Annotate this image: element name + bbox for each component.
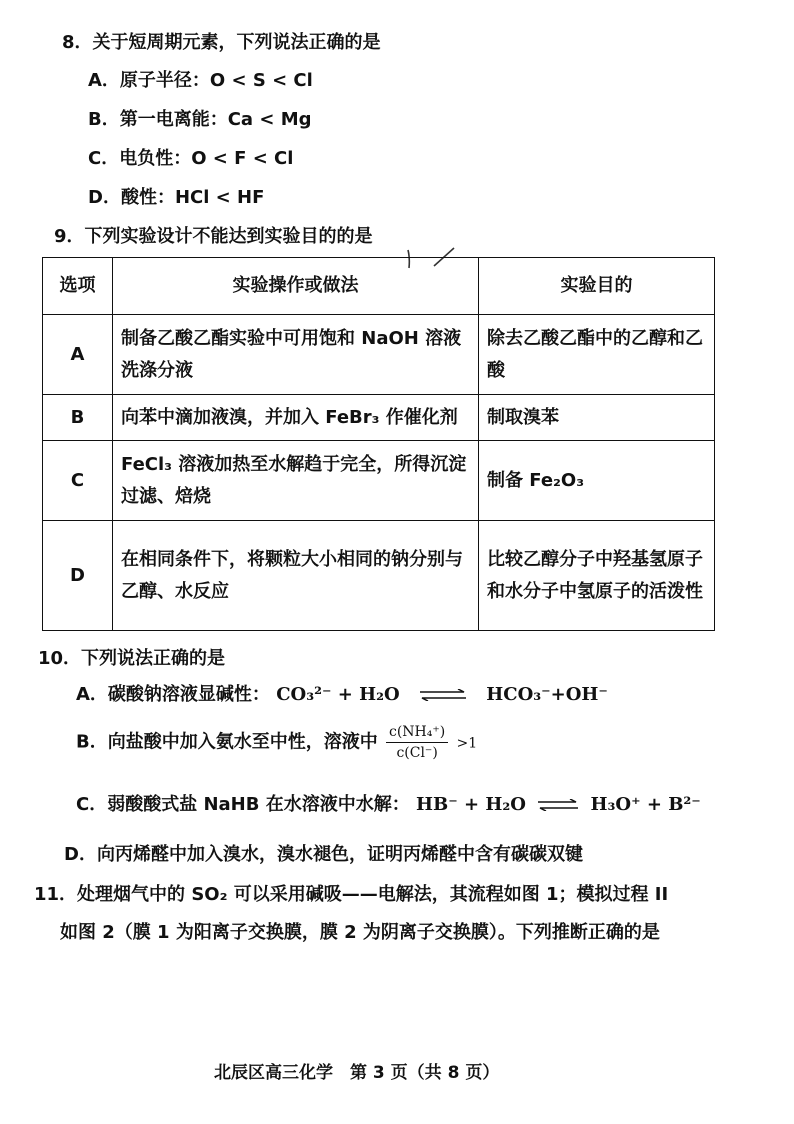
row-operation: 在相同条件下，将颗粒大小相同的钠分别与乙醇、水反应: [113, 521, 479, 631]
q11-line1: 11．处理烟气中的 SO₂ 可以采用碱吸——电解法，其流程如图 1；模拟过程 II: [34, 884, 669, 905]
q8-stem: 8．关于短周期元素，下列说法正确的是: [62, 32, 381, 53]
fraction-denominator: c(Cl⁻): [396, 745, 438, 761]
table-header-row: [43, 258, 715, 315]
q8-option-c: C．电负性：O < F < Cl: [88, 148, 294, 169]
row-aim: 制备 Fe₂O₃: [479, 441, 715, 521]
row-key: A: [43, 315, 113, 395]
row-key: C: [43, 441, 113, 521]
row-operation: 制备乙酸乙酯实验中可用饱和 NaOH 溶液洗涤分液: [113, 315, 479, 395]
row-aim: 制取溴苯: [479, 395, 715, 441]
header-operation: 实验操作或做法: [113, 258, 479, 315]
row-key: D: [43, 521, 113, 631]
q9-stem: 9．下列实验设计不能达到实验目的的是: [54, 226, 373, 247]
q8-option-d: D．酸性：HCl < HF: [88, 187, 265, 208]
q10-a-text: A．碳酸钠溶液显碱性：: [76, 684, 270, 705]
q10-option-b: [76, 722, 477, 763]
table-row: [43, 315, 715, 395]
q10-b-text: B．向盐酸中加入氨水至中性，溶液中: [76, 731, 378, 753]
equilibrium-arrow-icon: [536, 799, 580, 811]
q11-line2: 如图 2（膜 1 为阳离子交换膜，膜 2 为阴离子交换膜）。下列推断正确的是: [60, 922, 660, 943]
row-operation: 向苯中滴加液溴，并加入 FeBr₃ 作催化剂: [113, 395, 479, 441]
q10-c-right: H₃O⁺ + B²⁻: [590, 794, 701, 815]
row-aim: 除去乙酸乙酯中的乙醇和乙酸: [479, 315, 715, 395]
experiment-table: [42, 257, 715, 631]
q10-c-text: C．弱酸酸式盐 NaHB 在水溶液中水解：: [76, 794, 410, 815]
table-row: [43, 441, 715, 521]
header-aim: 实验目的: [479, 258, 715, 315]
q8-option-a: A．原子半径：O < S < Cl: [88, 70, 313, 91]
q10-stem: 10．下列说法正确的是: [38, 648, 226, 669]
table-row: [43, 521, 715, 631]
fraction-numerator: c(NH₄⁺): [386, 722, 448, 743]
q10-option-a: [76, 680, 608, 706]
equilibrium-arrow-icon: [418, 689, 468, 701]
header-option: 选项: [43, 258, 113, 315]
q8-option-b: B．第一电离能：Ca < Mg: [88, 109, 312, 130]
q10-a-left: CO₃²⁻ + H₂O: [276, 684, 400, 705]
table-row: [43, 395, 715, 441]
page-footer: 北辰区高三化学 第 3 页（共 8 页）: [214, 1063, 500, 1083]
q10-option-c: [76, 790, 701, 816]
row-operation: FeCl₃ 溶液加热至水解趋于完全，所得沉淀过滤、焙烧: [113, 441, 479, 521]
ratio-fraction: [386, 722, 448, 763]
row-aim: 比较乙醇分子中羟基氢原子和水分子中氢原子的活泼性: [479, 521, 715, 631]
fraction-tail: >1: [456, 735, 478, 752]
q10-option-d: D．向丙烯醛中加入溴水，溴水褪色，证明丙烯醛中含有碳碳双键: [64, 844, 583, 865]
row-key: B: [43, 395, 113, 441]
q10-c-left: HB⁻ + H₂O: [416, 794, 526, 815]
q10-a-right: HCO₃⁻+OH⁻: [486, 684, 608, 705]
